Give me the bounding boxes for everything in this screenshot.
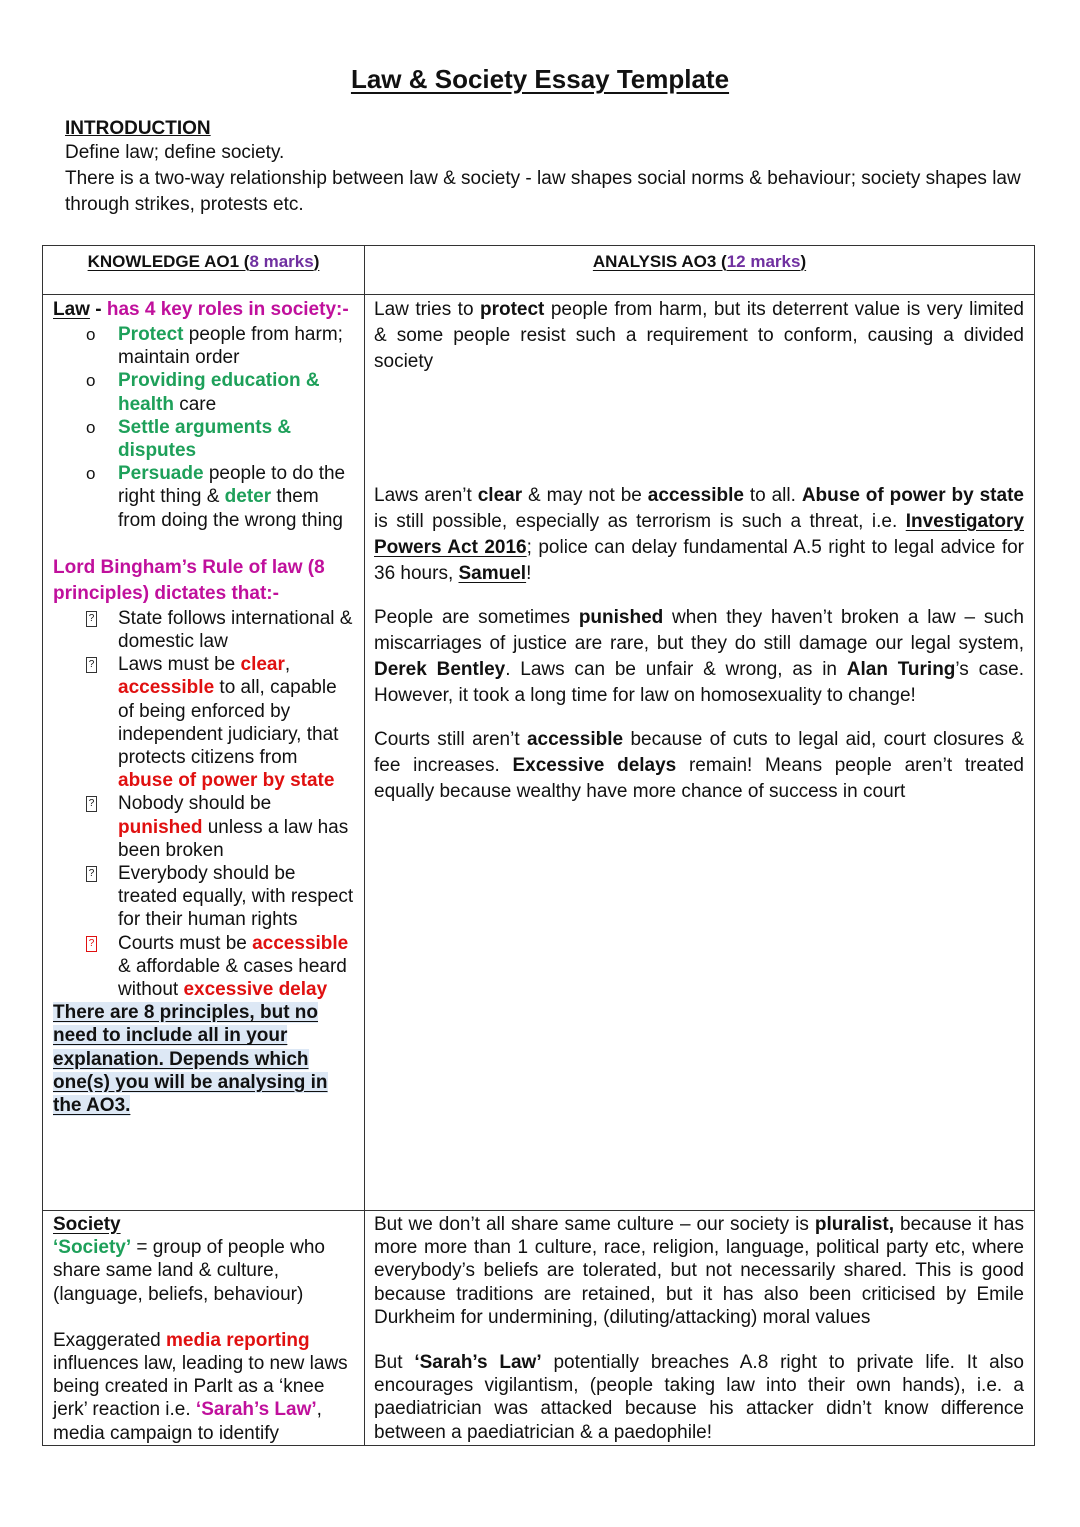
analysis-header: ANALYSIS AO3 (12 marks)	[365, 246, 1035, 295]
list-item: ? State follows international & domestic law	[53, 607, 356, 653]
missing-glyph-bullet-icon: ?	[86, 657, 97, 673]
society-knowledge-cell	[43, 1211, 365, 1446]
introduction-heading: INTRODUCTION	[65, 118, 211, 139]
analysis-marks: 12 marks	[726, 252, 801, 271]
list-item: o Protect people from harm; maintain order	[86, 324, 343, 369]
circle-bullet-icon: o	[86, 371, 96, 391]
table-row-society	[43, 1211, 1035, 1446]
missing-glyph-bullet-icon: ?	[86, 611, 97, 627]
introduction-line-2: There is a two-way relationship between law & society - law shapes social norms & behaviour; society shapes law through strikes, protests etc.	[65, 168, 1021, 215]
list-item: o Persuade people to do the right thing & deter them from doing the wrong thing	[86, 463, 346, 531]
samuel-case: Samuel	[458, 563, 527, 584]
document-title: Law & Society Essay Template	[350, 64, 730, 94]
analysis-paragraph-clarity: Laws aren’t clear & may not be accessible to all. Abuse of power by state is still possible, especially as terrorism is such a threat, i.e. Investigatory Powers Act 2016; police can delay fundamental A.5 right to legal advice for 36 hours, Samuel!	[374, 485, 1024, 584]
list-item: ? Courts must be accessible & affordable & cases heard without excessive delay	[53, 932, 356, 1002]
list-item: ? Nobody should be punished unless a law has been broken	[53, 792, 356, 862]
law-analysis-cell	[365, 295, 1035, 1211]
society-heading: Society	[53, 1214, 121, 1235]
principles-note: There are 8 principles, but no need to include all in your explanation. Depends which one(s) you will be analysing in the AO3.	[53, 1002, 328, 1117]
society-definition: ‘Society’ = group of people who share same land & culture, (language, beliefs, behaviour)	[53, 1237, 325, 1305]
essay-table	[42, 245, 1035, 1446]
table-header-row	[43, 246, 1035, 295]
analysis-paragraph-punished: People are sometimes punished when they haven’t broken a law – such miscarriages of justice are rare, but they do still damage our legal system, Derek Bentley. Laws can be unfair & wrong, as in Alan Turing’s case. However, it took a long time for law on homosexuality to change!	[374, 607, 1024, 706]
missing-glyph-bullet-icon: ?	[86, 866, 97, 882]
circle-bullet-icon: o	[86, 464, 96, 484]
list-item: o Settle arguments & disputes	[86, 416, 292, 462]
knowledge-marks: 8 marks	[249, 252, 314, 271]
law-roles-intro: has 4 key roles in society:-	[106, 299, 349, 320]
missing-glyph-bullet-icon: ?	[86, 936, 97, 952]
introduction-section	[65, 118, 1025, 218]
missing-glyph-bullet-icon: ?	[86, 796, 97, 812]
media-reporting-text: Exaggerated media reporting influences law, leading to new laws being created in Parlt as a ‘knee jerk’ reaction i.e. ‘Sarah’s Law’, media campaign to identify	[53, 1329, 348, 1444]
law-heading: Law	[53, 299, 90, 320]
list-item: ? Everybody should be treated equally, with respect for their human rights	[53, 862, 356, 932]
law-knowledge-cell: Law - has 4 key roles in society:- o Protect people from harm; maintain order o Providing education & health care o Settle arguments & disputes o Persuade people to do the right thing & deter them from doing the wrong thing Lord Bingham’s Rule of law (8 principles) dictates that:- ? State follows international & domestic law ? Laws must be clear, accessible to all, capable of being enforced by independent judiciary, that protects citizens from abuse of power by state ? Nobody should be punished unless a law has been broken ? Everybody should be treated equally, with respect for their human rights ? Courts must be accessible & affordable & cases heard without excessive delay There are 8 principles, but no need to include all in your explanation. Depends which one(s) you will be analysing in the AO3.	[43, 295, 365, 1211]
circle-bullet-icon: o	[86, 417, 96, 437]
table-row-law	[43, 295, 1035, 1211]
list-item: ? Laws must be clear, accessible to all, capable of being enforced by independent judiciary, that protects citizens from abuse of power by state	[53, 653, 356, 792]
knowledge-header: KNOWLEDGE AO1 (8 marks)	[43, 246, 365, 295]
law-roles-list	[53, 323, 356, 532]
analysis-paragraph-pluralist: But we don’t all share same culture – our society is pluralist, because it has more more than 1 culture, race, religion, language, political party etc, where everybody’s beliefs are tolerated, but not necessarily shared. This is good because traditions are retained, but it has also been criticised by Emile Durkheim for undermining, (diluting/attacking) moral values	[374, 1214, 1024, 1328]
bingham-heading: Lord Bingham’s Rule of law (8 principles) dictates that:-	[53, 556, 325, 604]
analysis-paragraph-sarahs-law: But ‘Sarah’s Law’ potentially breaches A.8 right to private life. It also encourages vigilantism, (people taking law into their own hands), i.e. a paediatrician was attacked because his attacker didn’t know difference between a paediatrician & a paedophile!	[374, 1352, 1024, 1443]
list-item: o Providing education & health care	[86, 370, 320, 415]
analysis-paragraph-protect: Law tries to protect people from harm, but its deterrent value is very limited & some people resist such a requirement to conform, causing a divided society	[374, 299, 1025, 372]
bingham-rules-list	[53, 607, 356, 1001]
circle-bullet-icon: o	[86, 325, 96, 344]
investigatory-powers-act: Investigatory Powers Act 2016	[374, 511, 1024, 558]
society-analysis-cell	[365, 1211, 1035, 1446]
analysis-paragraph-courts: Courts still aren’t accessible because of cuts to legal aid, court closures & fee increases. Excessive delays remain! Means people aren’t treated equally because wealthy have more chance of success in court	[374, 729, 1024, 802]
introduction-line-1: Define law; define society.	[65, 142, 285, 163]
